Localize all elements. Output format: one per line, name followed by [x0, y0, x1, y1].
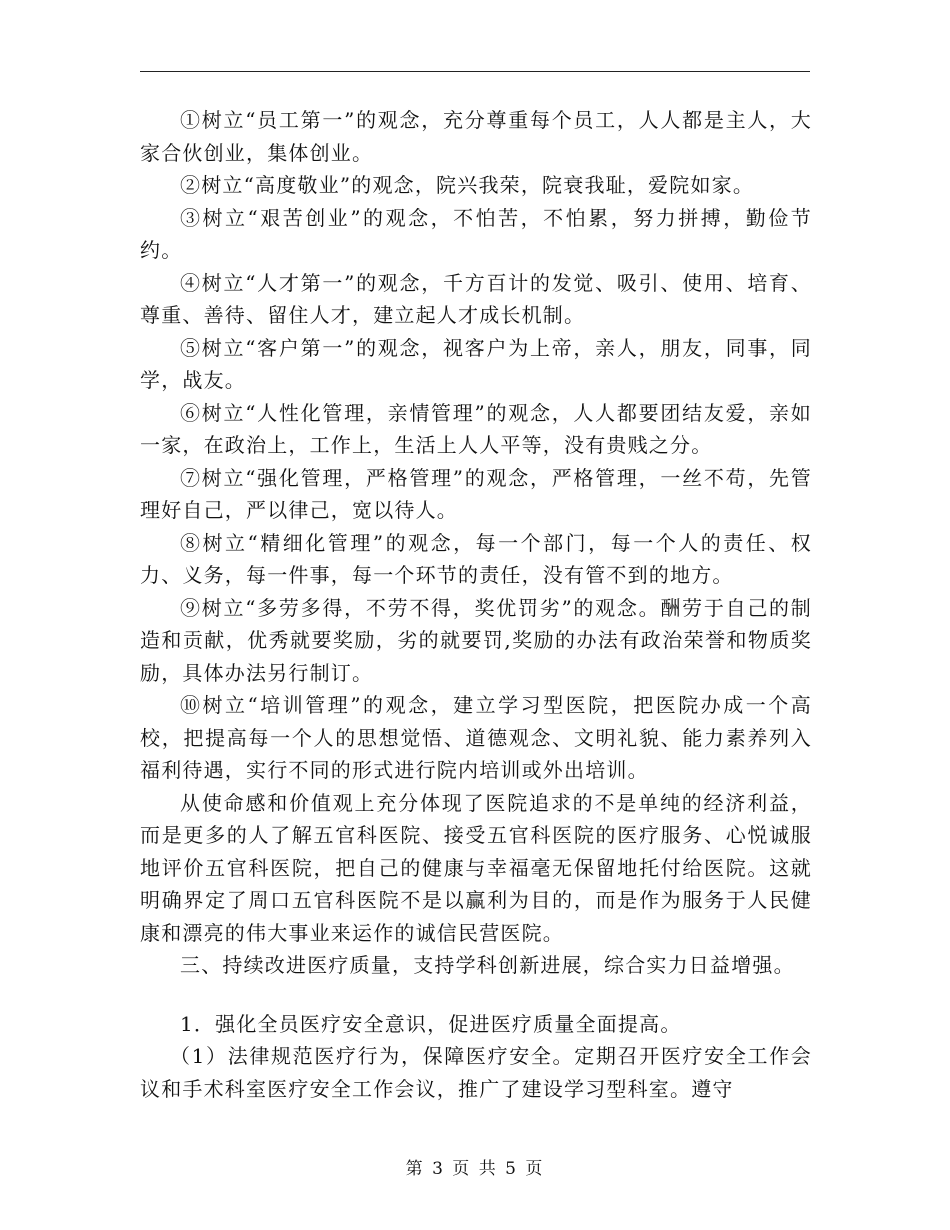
paragraph: 从使命感和价值观上充分体现了医院追求的不是单纯的经济利益，而是更多的人了解五官科医院、接受五官科医院的医疗服务、心悦诚服地评价五官科医院，把自己的健康与幸福毫无保留地托付给医院。这就明确界定了周口五官科医院不是以赢利为目的，而是作为服务于人民健康和漂亮的伟大事业来运作的诚信民营医院。	[140, 790, 812, 945]
subheading: 1．强化全员医疗安全意识，促进医疗质量全面提高。	[180, 1011, 682, 1036]
page-footer: 第 3 页 共 5 页	[405, 1159, 545, 1179]
header-rule	[140, 71, 810, 72]
paragraph: ⑤树立“客户第一”的观念，视客户为上帝，亲人，朋友，同事，同学，战友。	[140, 335, 812, 392]
paragraph: ⑩树立“培训管理”的观念，建立学习型医院，把医院办成一个高校，把提高每一个人的思想觉悟、道德观念、文明礼貌、能力素养列入福利待遇，实行不同的形式进行院内培训或外出培训。	[140, 693, 812, 782]
paragraph: ⑥树立“人性化管理，亲情管理”的观念，人人都要团结友爱，亲如一家，在政治上，工作上，生活上人人平等，没有贵贱之分。	[140, 400, 812, 457]
paragraph: ⑧树立“精细化管理”的观念，每一个部门，每一个人的责任、权力、义务，每一件事，每一个环节的责任，没有管不到的地方。	[140, 530, 812, 587]
paragraph: ②树立“高度敬业”的观念，院兴我荣，院衰我耻，爱院如家。	[180, 173, 755, 197]
paragraph: ①树立“员工第一”的观念，充分尊重每个员工，人人都是主人，大家合伙创业，集体创业。	[140, 108, 812, 165]
paragraph: ③树立“艰苦创业”的观念，不怕苦，不怕累，努力拼搏，勤俭节约。	[140, 205, 812, 262]
section-heading: 三、持续改进医疗质量，支持学科创新进展，综合实力日益增强。	[180, 953, 795, 977]
paragraph: ④树立“人才第一”的观念，千方百计的发觉、吸引、使用、培育、尊重、善待、留住人才，建立起人才成长机制。	[140, 270, 812, 327]
paragraph: （1）法律规范医疗行为，保障医疗安全。定期召开医疗安全工作会议和手术科室医疗安全工作会议，推广了建设学习型科室。遵守	[140, 1044, 812, 1101]
document-body	[140, 104, 812, 1105]
paragraph: ⑦树立“强化管理，严格管理”的观念，严格管理，一丝不苟，先管理好自己，严以律己，宽以待人。	[140, 465, 812, 522]
spacer	[140, 982, 812, 1008]
paragraph: ⑨树立“多劳多得，不劳不得，奖优罚劣”的观念。酬劳于自己的制造和贡献，优秀就要奖励，劣的就要罚,奖励的办法有政治荣誉和物质奖励，具体办法另行制订。	[140, 595, 812, 685]
